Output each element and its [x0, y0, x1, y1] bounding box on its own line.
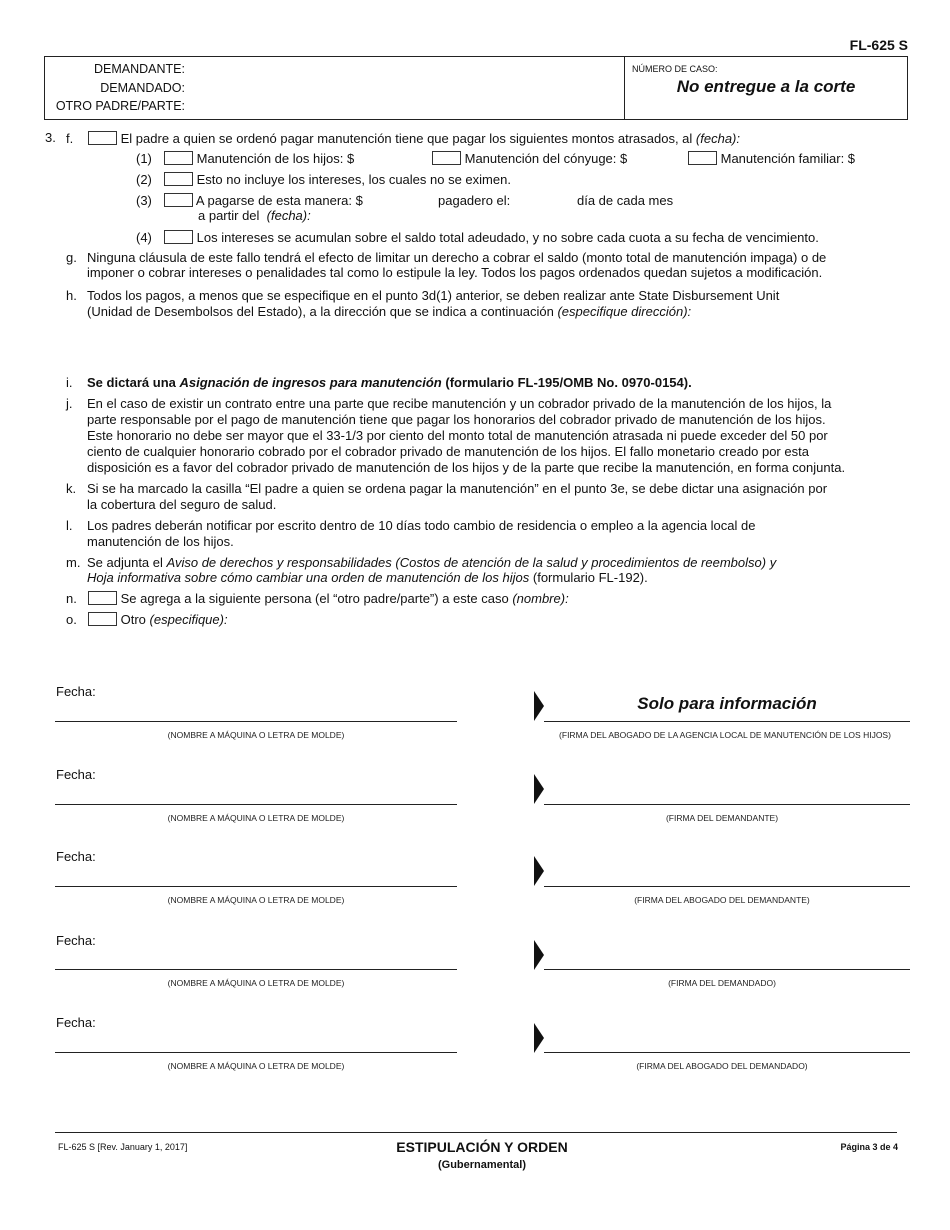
petitioner-label: DEMANDANTE:	[94, 62, 185, 76]
item-letter-k: k.	[66, 481, 77, 496]
item-m-line1	[87, 555, 776, 571]
date-label: Fecha:	[56, 767, 96, 782]
print-name-caption: (NOMBRE A MÁQUINA O LETRA DE MOLDE)	[167, 730, 345, 740]
signature-arrow-icon	[534, 774, 544, 804]
item-letter-n: n.	[66, 591, 77, 606]
item-letter-m: m.	[66, 555, 81, 570]
family-support-label: Manutención familiar: $	[720, 151, 856, 166]
item-f-sub2-num: (2)	[136, 172, 152, 187]
caption-divider	[624, 56, 625, 120]
print-name-line[interactable]	[55, 886, 457, 887]
item-o-row	[88, 612, 228, 628]
signature-arrow-icon	[534, 856, 544, 886]
day-of-month-label: día de cada mes	[577, 193, 674, 208]
item-j-line1: En el caso de existir un contrato entre una parte que recibe manutención y un cobrador privado de la manutención de los hijos, la	[87, 396, 832, 411]
date-label: Fecha:	[56, 849, 96, 864]
item-f-row	[88, 131, 740, 147]
item-g-line2: imponer o cobrar intereses o penalidades tal como lo estipule la ley. Todos los pagos ordenados quedan sujetos a modificación.	[87, 265, 823, 280]
item-m-line1-text: Se adjunta el	[87, 555, 163, 570]
item-h-line2	[87, 304, 691, 320]
payable-on-label: pagadero el:	[438, 193, 511, 208]
footer-rule	[55, 1132, 897, 1133]
child-support-checkbox[interactable]	[164, 151, 193, 165]
other-label: Otro	[120, 612, 146, 627]
case-number-value: No entregue a la corte	[676, 77, 856, 96]
add-other-parent-name-label: (nombre):	[512, 591, 569, 606]
item-letter-i: i.	[66, 375, 73, 390]
item-h-line1: Todos los pagos, a menos que se especifique en el punto 3d(1) anterior, se deben realizar ante State Disbursement Unit	[87, 288, 780, 303]
item-f-sub1-a	[164, 151, 354, 167]
item-j-line2: parte responsable por el pago de manutención tiene que pagar los honorarios del cobrador privado de manutención de los hijos.	[87, 412, 826, 427]
item-f-sub4	[164, 230, 819, 246]
item-f-text: El padre a quien se ordenó pagar manutención tiene que pagar los siguientes montos atrasados, al	[120, 131, 693, 146]
item-j-line4: ciento de cualquier honorario cobrado por el cobrador privado de manutención de los hijos. El fallo monetario creado por esta	[87, 444, 809, 459]
item-m-line2	[87, 570, 648, 586]
agency-signature-line[interactable]	[544, 721, 910, 722]
item-f-sub1-b	[432, 151, 627, 167]
spousal-support-label: Manutención del cónyuge: $	[464, 151, 628, 166]
respondent-label: DEMANDADO:	[100, 81, 185, 95]
print-name-caption: (NOMBRE A MÁQUINA O LETRA DE MOLDE)	[167, 1061, 345, 1071]
item-j-line3: Este honorario no debe ser mayor que el 33-1/3 por ciento del monto total de manutención atrasada ni puede exceder del 50 por	[87, 428, 828, 443]
form-subtitle: (Gubernamental)	[437, 1159, 526, 1171]
page-number: Página 3 de 4	[840, 1142, 898, 1152]
item-i-text	[87, 375, 692, 391]
item-m-line1-title: Aviso de derechos y responsabilidades (Costos de atención de la salud y procedimientos de reembolso) y	[166, 555, 777, 570]
family-support-checkbox[interactable]	[688, 151, 717, 165]
other-checkbox[interactable]	[88, 612, 117, 626]
item-f-sub3	[164, 193, 363, 209]
interest-not-included-checkbox[interactable]	[164, 172, 193, 186]
interest-accrues-checkbox[interactable]	[164, 230, 193, 244]
item-k-line1: Si se ha marcado la casilla “El padre a quien se ordena pagar la manutención” en el punto 3e, se debe dictar una asignación por	[87, 481, 828, 496]
item-letter-o: o.	[66, 612, 77, 627]
petitioner-signature-caption: (FIRMA DEL DEMANDANTE)	[665, 813, 779, 823]
item-number: 3.	[45, 130, 56, 145]
item-n-row	[88, 591, 569, 607]
print-name-line[interactable]	[55, 721, 457, 722]
item-letter-h: h.	[66, 288, 77, 303]
petitioner-attorney-signature-line[interactable]	[544, 886, 910, 887]
signature-arrow-icon	[534, 691, 544, 721]
item-f-sub2	[164, 172, 511, 188]
item-k-line2: la cobertura del seguro de salud.	[87, 497, 277, 512]
item-i-form-number: (formulario FL-195/OMB No. 0970-0154).	[445, 375, 692, 390]
item-letter-j: j.	[66, 396, 73, 411]
item-l-line2: manutención de los hijos.	[87, 534, 234, 549]
item-f-sub4-num: (4)	[136, 230, 152, 245]
item-letter-f: f.	[66, 131, 74, 146]
add-other-parent-label: Se agrega a la siguiente persona (el “otro padre/parte”) a este caso	[120, 591, 509, 606]
starting-label: a partir del	[198, 208, 260, 223]
respondent-signature-line[interactable]	[544, 969, 910, 970]
date-label: Fecha:	[56, 933, 96, 948]
print-name-caption: (NOMBRE A MÁQUINA O LETRA DE MOLDE)	[167, 813, 345, 823]
item-i-bold-a: Se dictará una	[87, 375, 176, 390]
item-f-sub1-num: (1)	[136, 151, 152, 166]
print-name-caption: (NOMBRE A MÁQUINA O LETRA DE MOLDE)	[167, 895, 345, 905]
form-id: FL-625 S	[849, 37, 908, 53]
print-name-line[interactable]	[55, 1052, 457, 1053]
print-name-line[interactable]	[55, 804, 457, 805]
item-letter-g: g.	[66, 250, 77, 265]
other-specify-label: (especifique):	[149, 612, 228, 627]
respondent-signature-caption: (FIRMA DEL DEMANDADO)	[668, 978, 776, 988]
spousal-support-checkbox[interactable]	[432, 151, 461, 165]
item-f-date-label: (fecha):	[695, 131, 740, 146]
item-h-line2-text: (Unidad de Desembolsos del Estado), a la dirección que se indica a continuación	[87, 304, 554, 319]
item-f-checkbox[interactable]	[88, 131, 117, 145]
petitioner-signature-line[interactable]	[544, 804, 910, 805]
item-i-form-title: Asignación de ingresos para manutención	[179, 375, 442, 390]
payment-plan-checkbox[interactable]	[164, 193, 193, 207]
date-label: Fecha:	[56, 684, 96, 699]
interest-accrues-label: Los intereses se acumulan sobre el saldo total adeudado, y no sobre cada cuota a su fecha de vencimiento.	[196, 230, 819, 245]
respondent-attorney-signature-caption: (FIRMA DEL ABOGADO DEL DEMANDADO)	[636, 1061, 808, 1071]
payment-plan-label: A pagarse de esta manera: $	[195, 193, 363, 208]
print-name-line[interactable]	[55, 969, 457, 970]
respondent-attorney-signature-line[interactable]	[544, 1052, 910, 1053]
signature-arrow-icon	[534, 940, 544, 970]
petitioner-attorney-signature-caption: (FIRMA DEL ABOGADO DEL DEMANDANTE)	[634, 895, 810, 905]
interest-not-included-label: Esto no incluye los intereses, los cuales no se eximen.	[196, 172, 511, 187]
info-only-text: Solo para información	[637, 694, 817, 713]
item-letter-l: l.	[66, 518, 73, 533]
child-support-label: Manutención de los hijos: $	[196, 151, 355, 166]
item-m-form-number: (formulario FL-192).	[532, 570, 648, 585]
date-label: Fecha:	[56, 1015, 96, 1030]
add-other-parent-checkbox[interactable]	[88, 591, 117, 605]
item-h-address-label: (especifique dirección):	[557, 304, 692, 319]
case-number-label: NÚMERO DE CASO:	[632, 64, 718, 74]
item-l-line1: Los padres deberán notificar por escrito dentro de 10 días todo cambio de residencia o empleo a la agencia local de	[87, 518, 756, 533]
print-name-caption: (NOMBRE A MÁQUINA O LETRA DE MOLDE)	[167, 978, 345, 988]
item-g-line1: Ninguna cláusula de este fallo tendrá el efecto de limitar un derecho a cobrar el saldo (monto total de manutención impaga) o de	[87, 250, 827, 265]
starting-date-row	[198, 208, 311, 224]
other-parent-label: OTRO PADRE/PARTE:	[55, 99, 185, 113]
form-title: ESTIPULACIÓN Y ORDEN	[396, 1139, 568, 1155]
item-f-sub3-num: (3)	[136, 193, 152, 208]
agency-signature-caption: (FIRMA DEL ABOGADO DE LA AGENCIA LOCAL DE MANUTENCIÓN DE LOS HIJOS)	[559, 730, 891, 740]
form-revision: FL-625 S [Rev. January 1, 2017]	[58, 1142, 188, 1152]
item-m-line2-title: Hoja informativa sobre cómo cambiar una orden de manutención de los hijos	[87, 570, 530, 585]
starting-date-label: (fecha):	[266, 208, 311, 223]
item-j-line5: disposición es a favor del cobrador privado de manutención de los hijos y de la parte que recibe la manutención, en forma conjunta.	[87, 460, 846, 475]
item-f-sub1-c	[688, 151, 855, 167]
signature-arrow-icon	[534, 1023, 544, 1053]
